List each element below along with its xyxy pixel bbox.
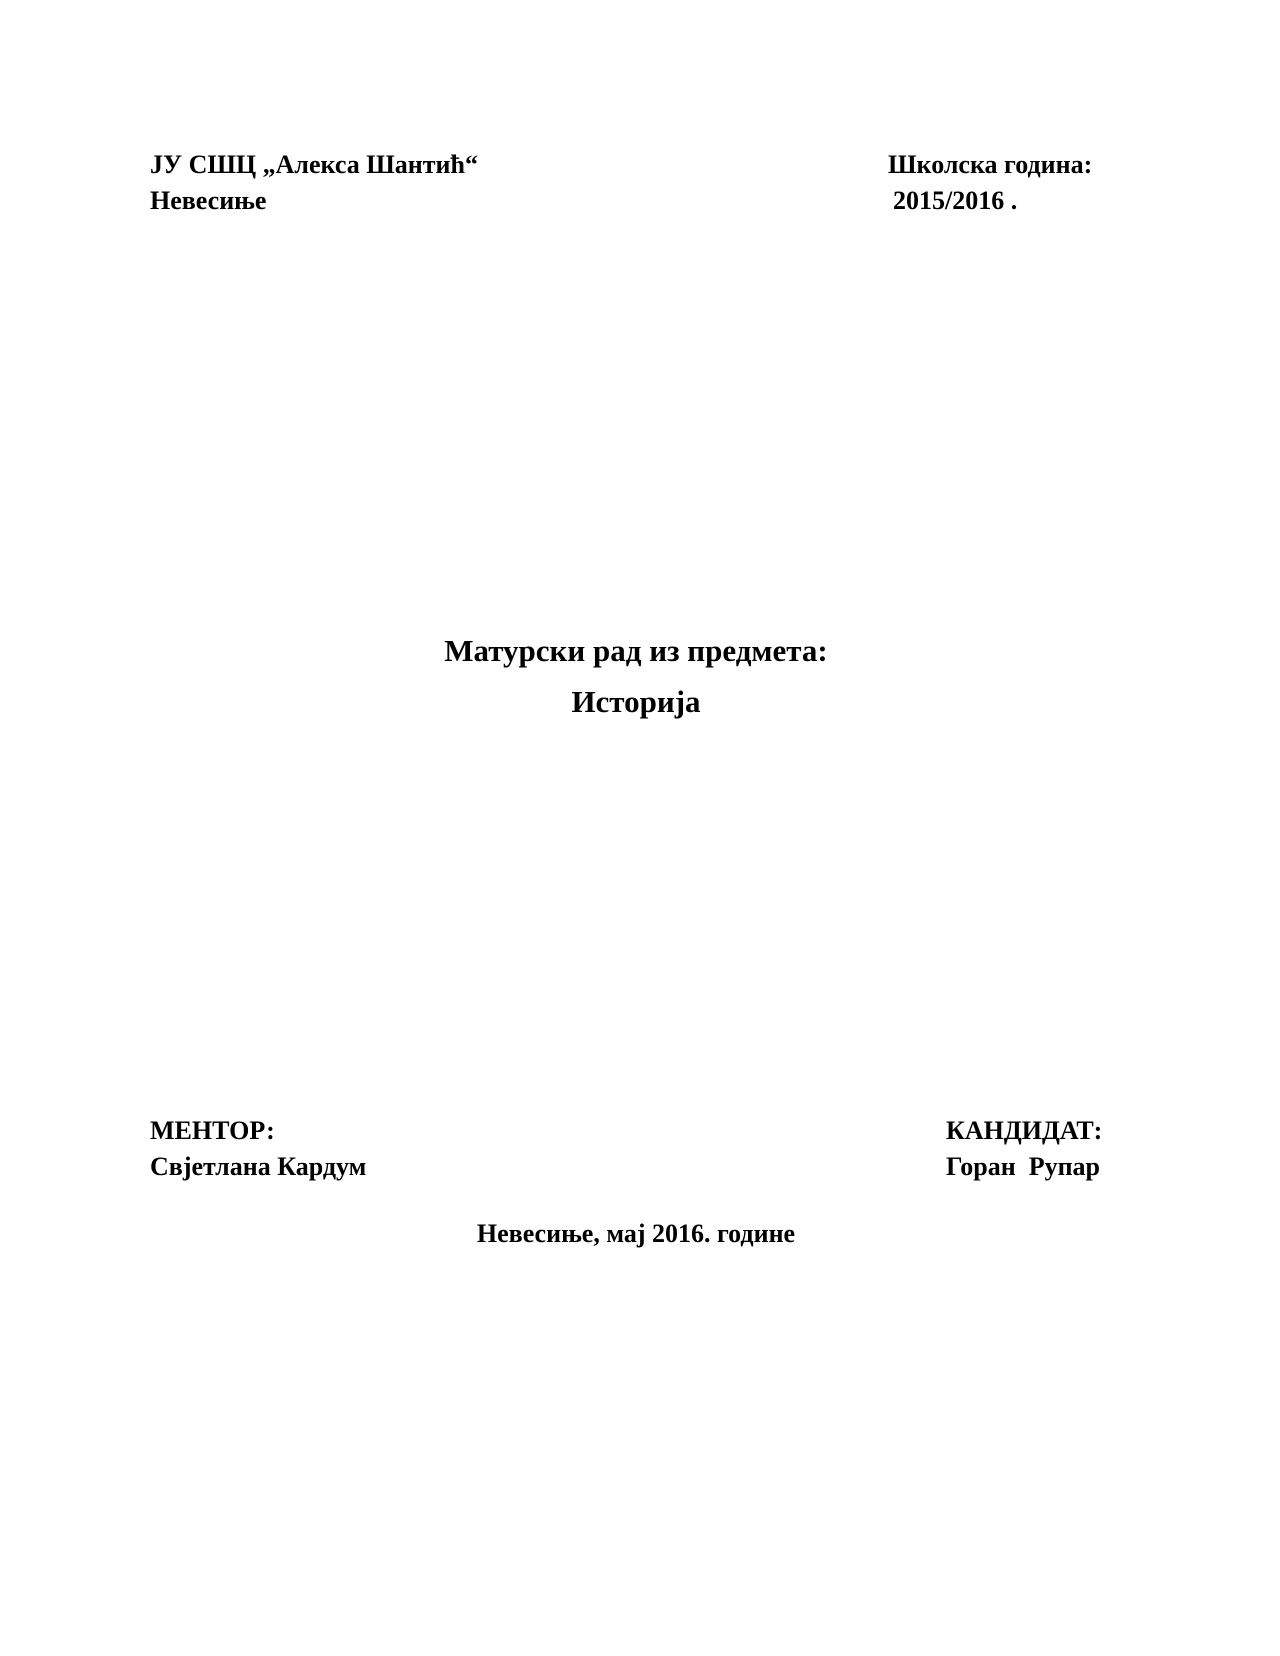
place-date: Невесиње, мај 2016. године: [476, 1219, 796, 1248]
mentor-label: МЕНТОР:: [150, 1116, 275, 1145]
thesis-subject: Историја: [571, 684, 701, 719]
thesis-title: Матурски рад из предмета:: [444, 633, 828, 668]
school-name: ЈУ СШЦ „Алекса Шантић“: [150, 150, 478, 179]
school-year-value: 2015/2016 .: [893, 186, 1018, 215]
mentor-name: Свјетлана Кардум: [150, 1152, 367, 1181]
candidate-label: КАНДИДАТ:: [946, 1116, 1103, 1145]
school-city: Невесиње: [150, 186, 267, 215]
school-year-label: Школска година:: [888, 150, 1093, 179]
candidate-name: Горан Рупар: [946, 1152, 1101, 1181]
